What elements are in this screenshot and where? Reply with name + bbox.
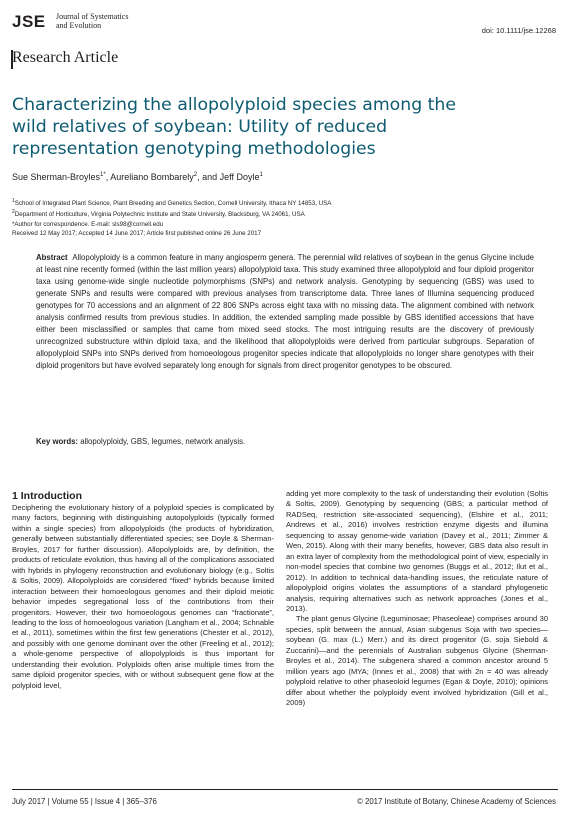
article-title: Characterizing the allopolyploid species among the wild relatives of soybean: Utility of reduced representation genotyping methodologies [12, 95, 457, 159]
keywords-text: allopolyploidy, GBS, legumes, network analysis. [80, 437, 246, 446]
author-name[interactable]: Sue Sherman-Broyles [12, 172, 101, 182]
body-column-left [12, 503, 274, 691]
affiliation-number: 2 [12, 209, 15, 216]
body-paragraph: The plant genus Glycine (Leguminosae; Phaseoleae) comprises around 30 species, split between the annual, Asian subgenus Soja with two species—soybean (G. max (L.) Merr.) and its direct progenitor (G. soja Siebold & Zuccarini)—and the perennials of Australian subgenus Glycine (Sherman-Broyles et al., 2014). The subgenera shared a common ancestor around 5 million years ago (MYA; (Innes et al., 2008) that with 2n = 40 was already polyploid relative to other phaseoloid legumes (Egan & Doyle, 2010); opinions differ about whether the polyploidy event involved hybridization (Gill et al., 2009) [286, 614, 548, 708]
affiliation-line [12, 197, 532, 208]
author-affiliation-mark: 2 [193, 172, 198, 178]
footer-copyright: © 2017 Institute of Botany, Chinese Academy of Sciences [357, 797, 556, 806]
keywords-label: Key words: [36, 437, 79, 446]
body-paragraph: Deciphering the evolutionary history of a polyploid species is complicated by many factors, beginning with distinguishing autopolyploids (typically formed within a single species) from allopolyploids (the products of hybridization, generally between substantially differentiated species; see Doyle & Sherman-Broyles, 2017 for further discussion). Allopolyploids are, by definition, the products of reticulate evolution, thus having all of the complications associated with hybrids in phylogeny reconstruction and evolutionary biology (e.g., Soltis & Soltis, 2009). Allopolyploids are considered “fixed” hybrids because limited interaction between their homoeologous genomes and their diploid meiotic behavior impedes segregational loss of the contributions from their progenitors. However, their two homoeologous genomes can “fractionate”, leading to the loss of homoeologous variation (Langham et al., 2004; Schnable et al., 2011), sometimes within the first few generations (Chester et al., 2012), and possibly with one genome dominant over the other (Freeling et al., 2012); a whole-genome perspective of allopolyploids is thus important for understanding their evolution. Polyploids often arise multiple times from the same diploid progenitor species, with or without subsequent gene flow at the polyploid level, [12, 503, 274, 690]
received-dates-line: Received 12 May 2017; Accepted 14 June 2017; Article first published online 26 June 2017 [12, 230, 262, 238]
affiliation-number: 1 [12, 198, 15, 204]
journal-logo: JSE [12, 12, 46, 31]
body-paragraph: adding yet more complexity to the task of understanding their evolution (Soltis & Soltis, 2009). Genotyping by sequencing (GBS; a particular method of RADSeq, restriction site-associated sequencing), (Elshire et al., 2011; Andrews et al., 2016) involves restriction enzyme digests and illumina sequencing to assay genome-wide variation (Davey et al., 2011; Zimmer & Wen, 2015). Along with their many benefits, however, GBS data also result in an extra layer of complexity from the methodological point of view, especially in non-model species that combine two genomes (Buggs et al., 2012; Ilut et al., 2012). In addition to technical data-handling issues, the reticulate nature of allopolyploid origins violates the assumptions of a standard phylogenetic analysis, requiring alternatives such as network approaches (Jones et al., 2013). [286, 489, 548, 613]
abstract-label: Abstract [36, 253, 68, 262]
journal-name-line1: Journal of Systematics [56, 12, 129, 21]
author-affiliation-mark: 1* [100, 172, 106, 178]
article-type: Research Article [12, 49, 119, 66]
correspondence-line: *Author for correspondence. E-mail: sls98@cornell.edu [12, 220, 164, 228]
author-affiliation-mark: 1 [259, 172, 263, 178]
body-column-right [286, 489, 548, 709]
affiliation-line [12, 208, 532, 219]
footer-issue-info: July 2017 | Volume 55 | Issue 4 | 365–376 [12, 797, 157, 806]
author-separator: , and [197, 172, 220, 182]
abstract [36, 252, 534, 372]
affiliations [12, 197, 532, 238]
affiliation-text: School of Integrated Plant Science, Plant Breeding and Genetics Section, Cornell University, Ithaca NY 14853, USA [14, 200, 332, 208]
abstract-text: Allopolyploidy is a common feature in many angiosperm genera. The perennial wild relatives of soybean in the genus Glycine include at least nine recently formed (within the last million years) allopolyploid taxa. This study examined three allopolyploid and four diploid progenitor taxa using genome-wide single nucleotide polymorphisms (SNPs) and network analysis. Genotyping by sequencing (GBS) was used to generate SNPs and results were compared with previous analyses from transcriptome data. Three lanes of Illumina sequencing produced genotypes for 70 accessions and an alignment of 22 806 SNPs across eight taxa with no missing data. The alignment combined with network analysis confirmed results from previous studies. In addition, the extended sampling made possible by GBS identified accessions that have either been misclassified or samples that came from mixed seed stocks. The most intriguing results are the discovery of previously unrecognized substructure within diploid taxa, and the likelihood that allopolyploids were derived from particular subgroups. Separation of allopolyploid SNPs into SNPs derived from homoeologous progenitor species indicate that allopolyploids no longer share genotypes with their diploid progenitors but have evolved separately long enough for signals from direct progenitor genotypes to be obscured. [36, 253, 534, 370]
author-name[interactable]: Aureliano Bombarely [110, 172, 194, 182]
author-name[interactable]: Jeff Doyle [219, 172, 260, 182]
journal-name [56, 12, 128, 30]
footer-divider [12, 789, 558, 790]
author-separator: , [105, 172, 111, 182]
doi[interactable]: doi: 10.1111/jse.12268 [481, 26, 556, 35]
author-list [12, 172, 263, 182]
keywords [36, 437, 534, 446]
journal-name-line2: and Evolution [56, 21, 102, 30]
section-heading-introduction: 1 Introduction [12, 490, 82, 502]
affiliation-text: Department of Horticulture, Virginia Polytechnic Institute and State University, Blacksburg, VA 24061, USA [14, 211, 305, 219]
